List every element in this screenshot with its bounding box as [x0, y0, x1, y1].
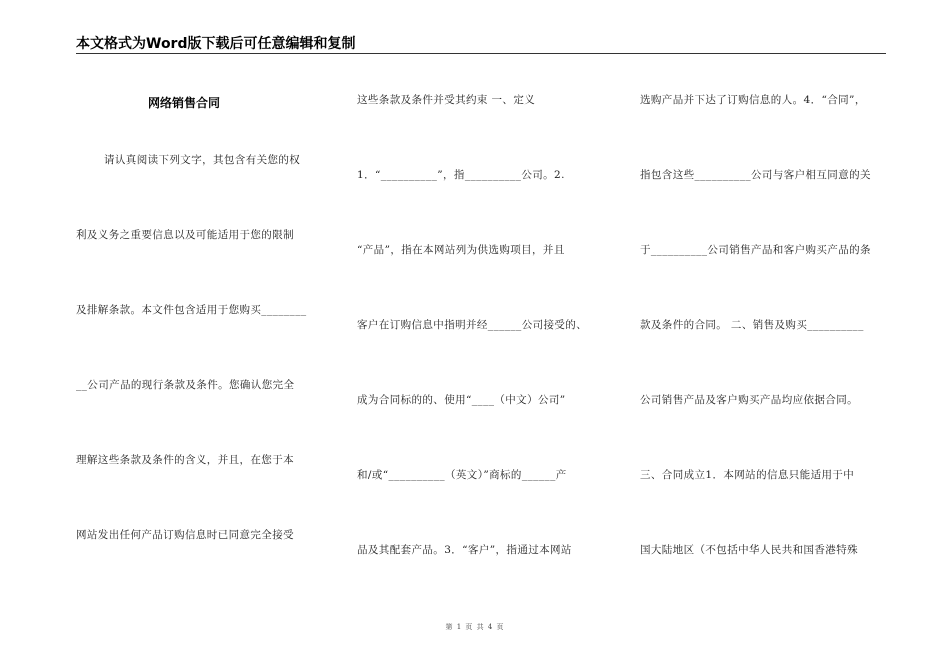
paragraph-line: 客户在订购信息中指明并经______公司接受的、	[357, 319, 588, 331]
header-divider	[76, 53, 886, 54]
paragraph-line: 利及义务之重要信息以及可能适用于您的限制	[76, 229, 294, 241]
text-column-2	[357, 60, 617, 620]
paragraph-line: 及排解条款。本文件包含适用于您购买________	[76, 304, 307, 316]
paragraph-line: 指包含这些__________公司与客户相互同意的关	[640, 169, 871, 181]
paragraph-line: 网站发出任何产品订购信息时已同意完全接受	[76, 529, 294, 541]
paragraph-line: 公司销售产品及客户购买产品均应依据合同。	[640, 394, 858, 406]
page-number: 第 1 页 共 4 页	[445, 623, 505, 631]
paragraph-line: 这些条款及条件并受其约束 一、定义	[357, 94, 536, 106]
text-column-3	[640, 60, 888, 620]
paragraph-line: 三、合同成立1．本网站的信息只能适用于中	[640, 469, 855, 481]
paragraph-line: __公司产品的现行条款及条件。您确认您完全	[76, 379, 295, 391]
paragraph-line: 于__________公司销售产品和客户购买产品的条	[640, 244, 871, 256]
paragraph-line: 选购产品并下达了订购信息的人。4．“合同”，	[640, 94, 866, 106]
document-header: 本文格式为Word版下载后可任意编辑和复制	[76, 36, 356, 52]
paragraph-line: 和/或“__________（英文）”商标的______产	[357, 469, 567, 481]
paragraph-line: 请认真阅读下列文字，其包含有关您的权	[104, 154, 301, 166]
text-column-1	[76, 60, 326, 620]
paragraph-line: 成为合同标的的、使用“____（中文）公司”	[357, 394, 566, 406]
paragraph-line: 理解这些条款及条件的含义，并且，在您于本	[76, 454, 294, 466]
paragraph-line: 国大陆地区（不包括中华人民共和国香港特殊	[640, 544, 858, 556]
paragraph-line: 款及条件的合同。 二、销售及购买__________	[640, 319, 864, 331]
paragraph-line: “产品”，指在本网站列为供选购项目，并且	[357, 244, 565, 256]
paragraph-line: 1．“__________”，指__________公司。2.	[357, 169, 565, 181]
document-title: 网络销售合同	[148, 96, 221, 110]
paragraph-line: 品及其配套产品。3．“客户”，指通过本网站	[357, 544, 572, 556]
